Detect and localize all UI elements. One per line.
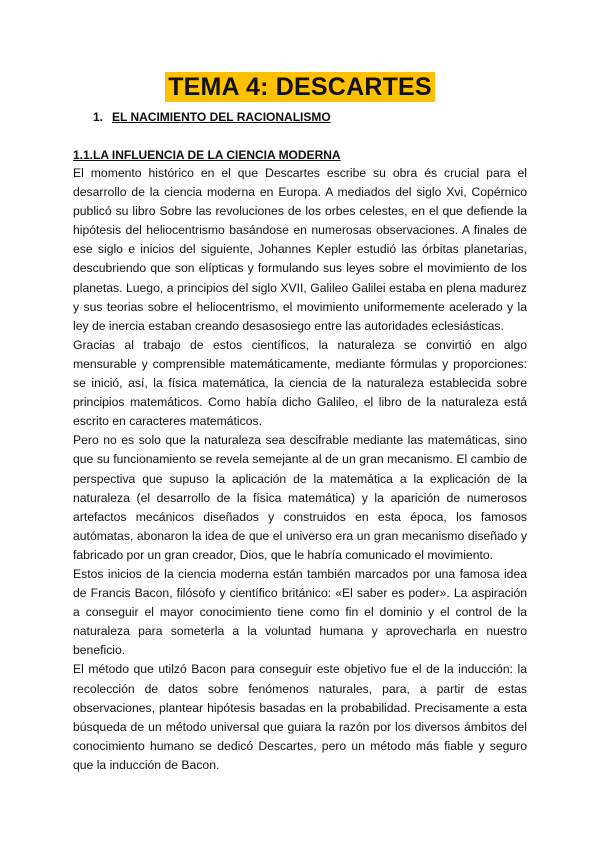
section-number: 1. [93, 110, 104, 124]
section-title: EL NACIMIENTO DEL RACIONALISMO [112, 110, 331, 124]
paragraph: Pero no es solo que la naturaleza sea descifrable mediante las matemáticas, sino que su funcionamiento se revela semejante al de un gran mecanismo. El cambio de perspectiva que supuso la aplicación de la matemática a la explicación de la naturaleza (el desarrollo de la física matemática) y la aparición de numerosos artefactos mecánicos diseñados y construidos en esta época, los famosos autómatas, abonaron la idea de que el universo era un gran mecanismo diseñado y fabricado por un gran creador, Dios, que le habría comunicado el movimiento. [73, 433, 527, 562]
section-heading [93, 110, 331, 124]
paragraph: Estos inicios de la ciencia moderna están también marcados por una famosa idea de Francis Bacon, filósofo y científico británico: «El saber es poder». La aspiración a conseguir el mayor conocimiento tiene como fin el dominio y el control de la naturaleza para someterla a la voluntad humana y aprovecharla en nuestro beneficio. [73, 566, 527, 658]
paragraph: El método que utilzó Bacon para conseguir este objetivo fue el de la inducción: la recolección de datos sobre fenómenos naturales, para, a partir de estas observaciones, plantear hipótesis basadas en la probabilidad. Precisamente a esta búsqueda de un método universal que guiara la razón por los diversos ámbitos del conocimiento humano se dedicó Descartes, pero un método más fiable y seguro que la inducción de Bacon. [73, 662, 527, 772]
document-body [73, 164, 527, 775]
subsection-title: 1.1.LA INFLUENCIA DE LA CIENCIA MODERNA [73, 148, 341, 162]
title-container [0, 72, 600, 102]
paragraph: El momento histórico en el que Descartes escribe su obra és crucial para el desarrollo de la ciencia moderna en Europa. A mediados del siglo Xvi, Copérnico publicó su libro Sobre las revoluciones de los orbes celestes, en el que defiende la hipótesis del heliocentrismo basándose en numerosas observaciones. A finales de ese siglo e inicios del siguiente, Johannes Kepler estudió las órbitas planetarias, descubriendo que son elípticas y formulando sus leyes sobre el movimiento de los planetas. Luego, a principios del siglo XVII, Galileo Galilei estaba en plena madurez y sus teorias sobre el heliocentrismo, el movimiento uniformemente acelerado y la ley de inercia estaban creando desasosiego entre las autoridades eclesiásticas. [73, 166, 527, 333]
page-title: TEMA 4: DESCARTES [165, 72, 435, 102]
paragraph: Gracias al trabajo de estos científicos, la naturaleza se convirtió en algo mensurable y comprensible matemáticamente, mediante fórmulas y proporciones: se inició, así, la física matemática, la ciencia de la naturaleza establecida sobre principios matemáticos. Como había dicho Galileo, el libro de la naturaleza está escrito en caracteres matemáticos. [73, 337, 527, 429]
